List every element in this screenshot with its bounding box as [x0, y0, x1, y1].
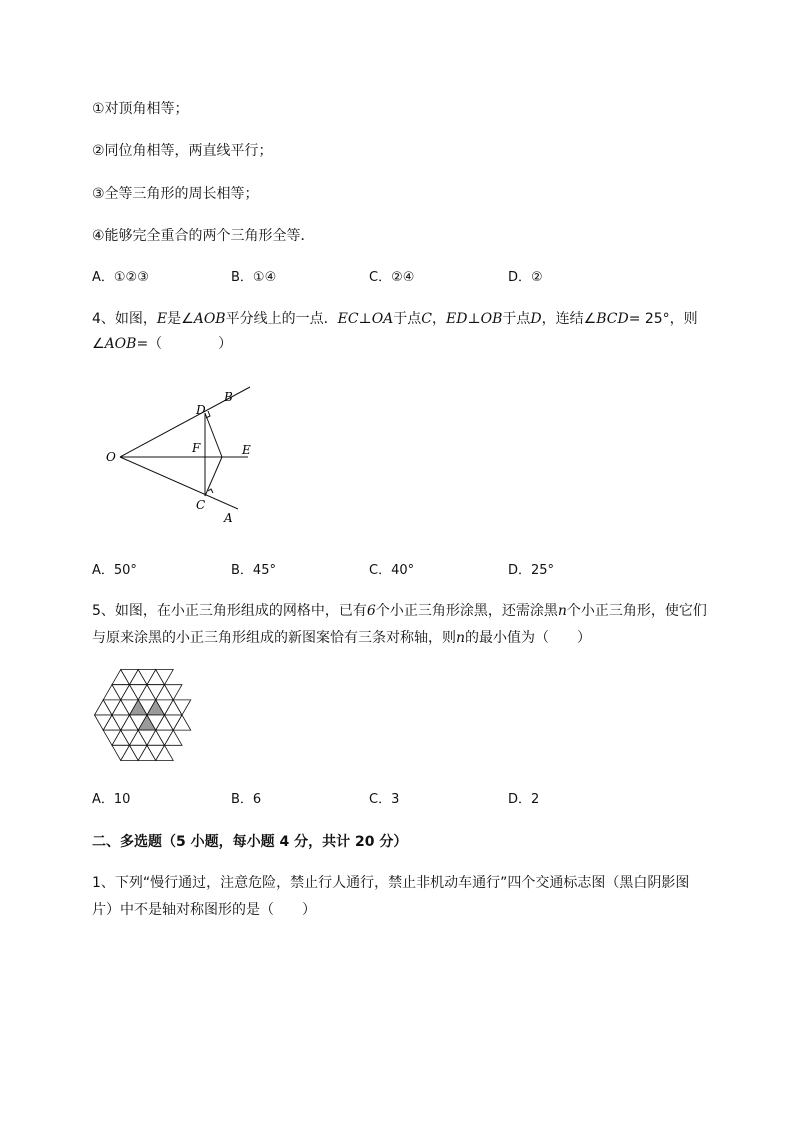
- q5-option-c[interactable]: C．3: [369, 792, 400, 807]
- label-d: D: [196, 403, 206, 417]
- q3-option-b[interactable]: B．①④: [231, 270, 277, 285]
- q5-option-b[interactable]: B．6: [231, 792, 262, 807]
- q4-option-a[interactable]: A．50°: [92, 563, 137, 578]
- segment-de: [205, 413, 222, 457]
- right-angle-mark-c: [208, 489, 213, 493]
- q3-option-c[interactable]: C．②④: [369, 270, 415, 285]
- label-o: O: [106, 450, 116, 464]
- statement-4: ④能够完全重合的两个三角形全等．: [92, 228, 315, 244]
- q5-stem-line2: 与原来涂黑的小正三角形组成的新图案恰有三条对称轴，则n的最小值为（ ）: [92, 630, 592, 646]
- statement-2: ②同位角相等，两直线平行；: [92, 143, 273, 159]
- q5-triangle-grid-figure: [92, 668, 202, 763]
- q3-option-a[interactable]: A．①②③: [92, 270, 149, 285]
- statement-1: ①对顶角相等；: [92, 101, 189, 117]
- m1-stem-line2: 片）中不是轴对称图形的是（ ）: [92, 902, 316, 918]
- segment-ce: [205, 457, 222, 496]
- q3-option-d[interactable]: D．②: [508, 270, 543, 285]
- label-e: E: [242, 443, 251, 457]
- label-c: C: [196, 498, 206, 512]
- q4-stem-line1: 4、如图，E是∠AOB平分线上的一点．EC⊥OA于点C，ED⊥OB于点D，连结∠BCD= 25°，则: [92, 311, 698, 327]
- label-a: A: [224, 511, 233, 525]
- statement-3: ③全等三角形的周长相等；: [92, 186, 259, 202]
- q4-option-d[interactable]: D．25°: [508, 563, 555, 578]
- q4-option-b[interactable]: B．45°: [231, 563, 276, 578]
- q5-stem-line1: 5、如图，在小正三角形组成的网格中，已有6个小正三角形涂黑，还需涂黑n个小正三角形，使它们: [92, 603, 707, 619]
- q4-option-c[interactable]: C．40°: [369, 563, 415, 578]
- q5-option-d[interactable]: D．2: [508, 792, 540, 807]
- m1-stem-line1: 1、下列“慢行通过，注意危险，禁止行人通行，禁止非机动车通行”四个交通标志图（黑白阴影图: [92, 875, 690, 891]
- ray-oa: [120, 457, 238, 509]
- q4-geometry-figure: [100, 385, 270, 530]
- section-2-heading: 二、多选题（5 小题，每小题 4 分，共计 20 分）: [92, 834, 408, 850]
- label-f: F: [192, 441, 201, 455]
- q4-stem-line2: ∠AOB=（ ）: [92, 336, 233, 352]
- label-b: B: [224, 390, 233, 404]
- q5-option-a[interactable]: A．10: [92, 792, 131, 807]
